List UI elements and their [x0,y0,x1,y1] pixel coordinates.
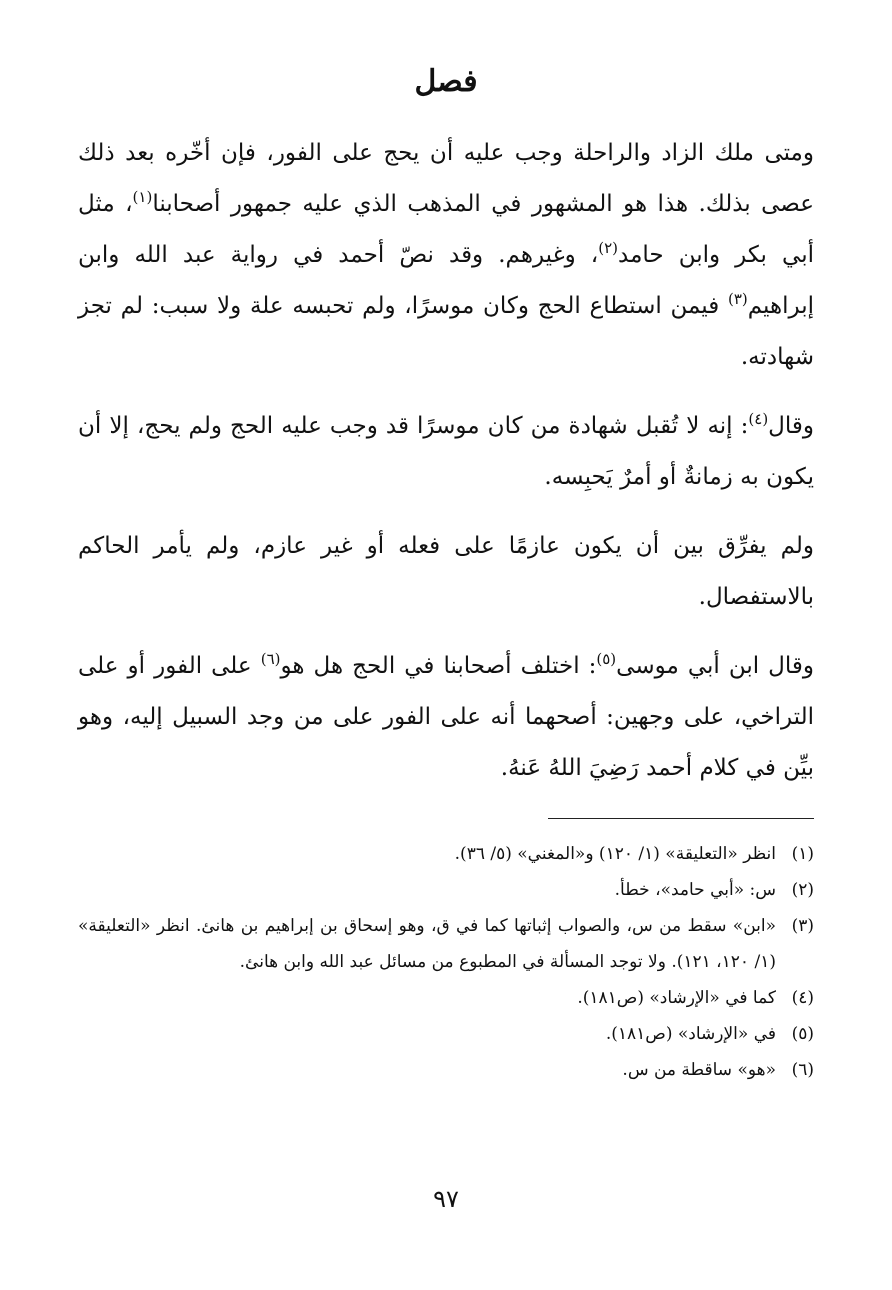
footnote-separator [548,818,814,819]
footnote-5 [78,1016,814,1052]
footnote-text: في «الإرشاد» (ص١٨١). [605,1024,776,1044]
paragraph-1-text-3: ، وغيرهم. وقد نصّ أحمد في رواية عبد الله وابن إبراهيم [78,242,814,319]
paragraph-1 [78,128,814,383]
paragraph-4-text-1: وقال ابن أبي موسى [616,653,814,679]
footnote-number: (١) [791,844,814,864]
footnote-text: كما في «الإرشاد» (ص١٨١). [577,988,776,1008]
footnote-number: (٤) [791,988,814,1008]
main-text [78,128,814,812]
footnote-ref-3: (٣) [727,290,748,308]
footnote-ref-4: (٤) [748,410,769,428]
section-title: فصل [414,64,478,99]
footnote-ref-1: (١) [132,188,153,206]
footnote-number: (٢) [791,880,814,900]
footnote-text: «هو» ساقطة من س. [622,1060,776,1080]
paragraph-1-text-2: ، مثل أبي بكر وابن حامد [78,191,814,268]
paragraph-4-text-2: : اختلف أصحابنا في الحج هل هو [280,653,597,679]
page-number: ٩٧ [433,1185,459,1213]
footnote-text: س: «أبي حامد»، خطأ. [614,880,776,900]
paragraph-1-text-4: فيمن استطاع الحج وكان موسرًا، ولم تحبسه علة ولا سبب: لم تجز شهادته. [78,293,814,370]
footnote-ref-5: (٥) [596,650,617,668]
paragraph-2 [78,401,814,503]
footnote-4 [78,980,814,1016]
footnote-1 [78,836,814,872]
footnotes [78,836,814,1088]
footnote-ref-6: (٦) [260,650,281,668]
paragraph-3 [78,521,814,623]
paragraph-4 [78,641,814,794]
footnote-number: (٣) [791,916,814,936]
footnote-text: انظر «التعليقة» (١/ ١٢٠) و«المغني» (٥/ ٣٦). [454,844,776,864]
footnote-6 [78,1052,814,1088]
paragraph-1-text-1: ومتى ملك الزاد والراحلة وجب عليه أن يحج على الفور، فإن أخّره بعد ذلك عصى بذلك. هذا هو المشهور في المذهب الذي عليه جمهور أصحابنا [78,140,814,217]
footnote-number: (٦) [791,1060,814,1080]
footnote-2 [78,872,814,908]
footnote-3 [78,908,814,980]
paragraph-4-text-3: على الفور أو على التراخي، على وجهين: أصحهما أنه على الفور على من وجد السبيل إليه، وهو بيِّن في كلام أحمد رَضِيَ اللهُ عَنهُ. [78,653,814,781]
paragraph-2-text-1: وقال [768,413,814,439]
footnote-ref-2: (٢) [598,239,619,257]
paragraph-2-text-2: : إنه لا تُقبل شهادة من كان موسرًا قد وجب عليه الحج ولم يحج، إلا أن يكون به زمانةٌ أو أمرٌ يَحبِسه. [78,413,814,490]
paragraph-3-text-1: ولم يفرِّق بين أن يكون عازمًا على فعله أو غير عازم، ولم يأمر الحاكم بالاستفصال. [78,533,814,610]
footnote-text: «ابن» سقط من س، والصواب إثباتها كما في ق، وهو إسحاق بن إبراهيم بن هانئ. انظر «التعليقة» (١/ ١٢٠، ١٢١). ولا توجد المسألة في المطبوع من مسائل عبد الله وابن هانئ. [78,916,776,972]
footnote-number: (٥) [791,1024,814,1044]
